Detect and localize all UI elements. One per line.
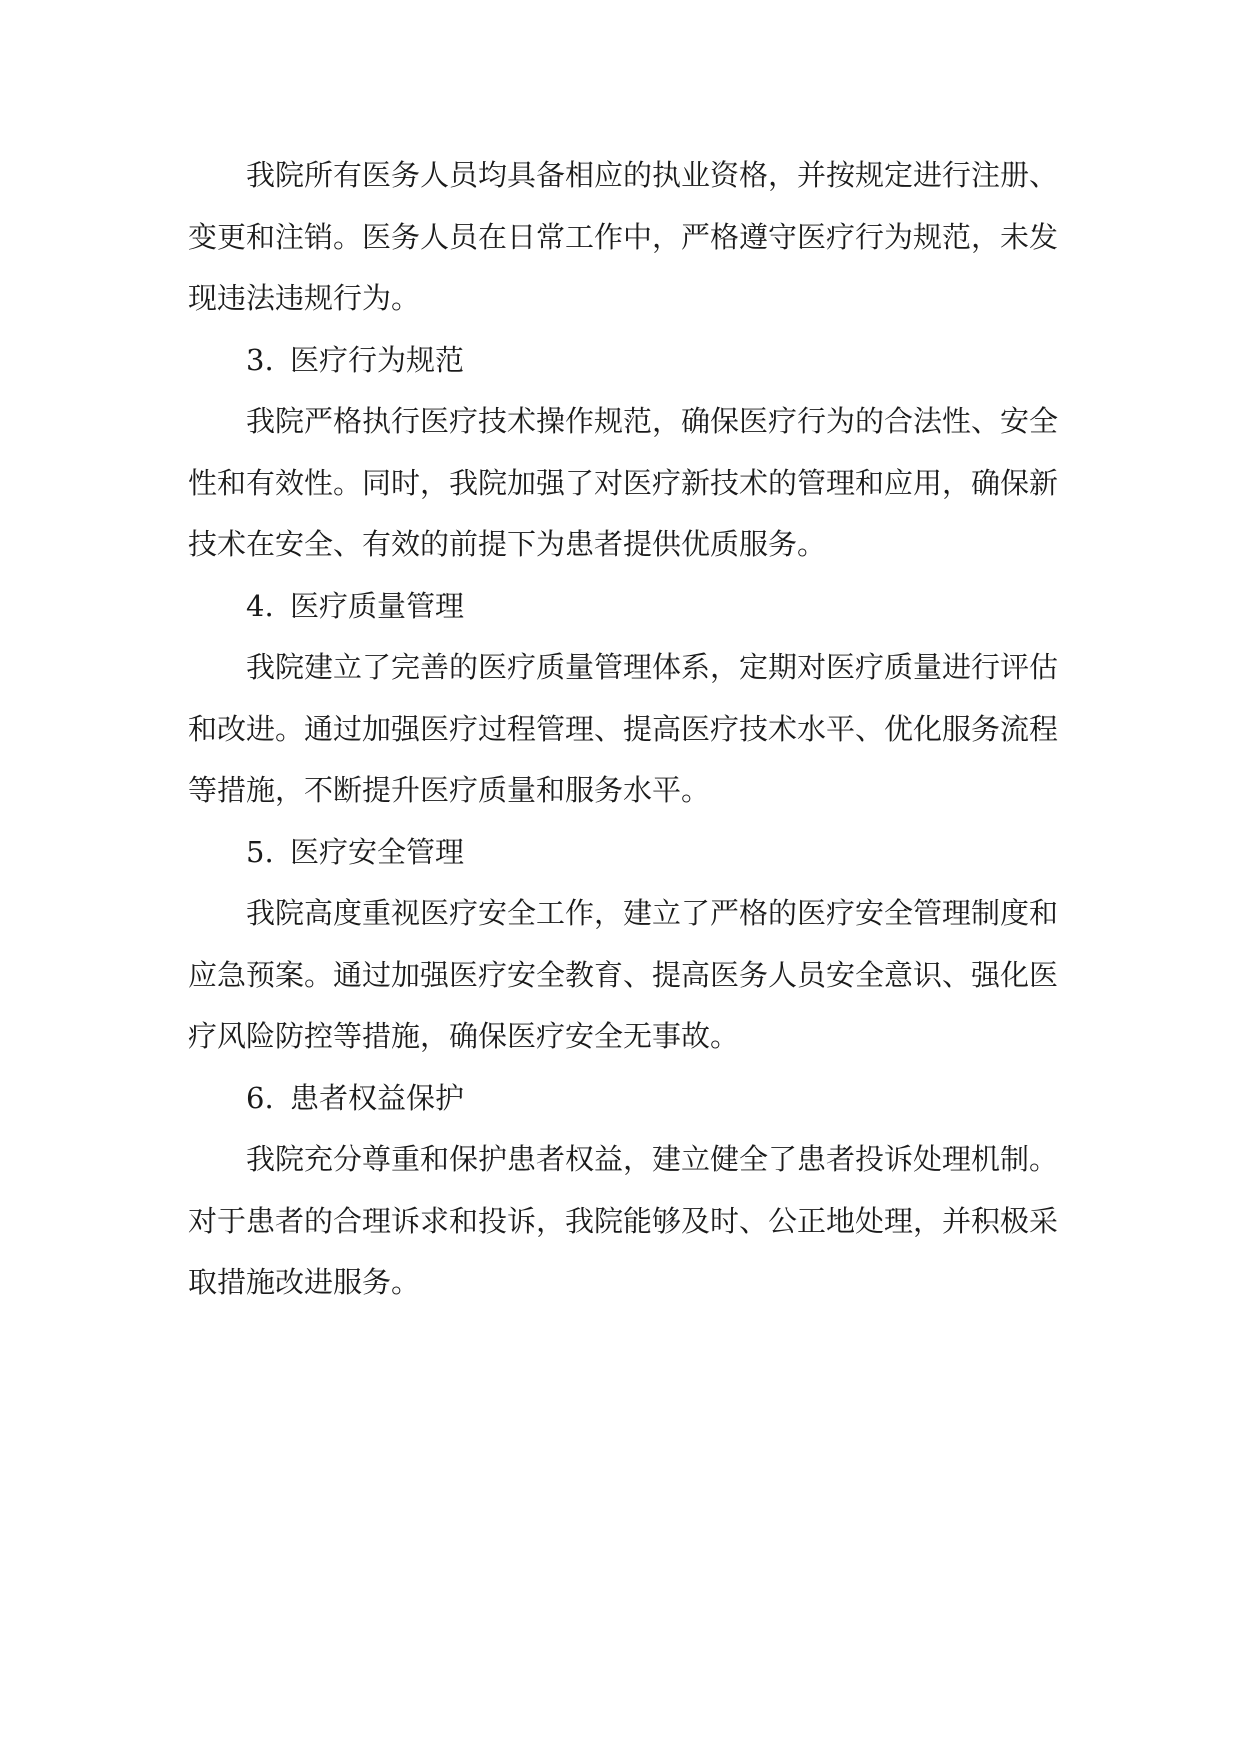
paragraph-medical-conduct: 我院严格执行医疗技术操作规范，确保医疗行为的合法性、安全性和有效性。同时，我院加强了对医疗新技术的管理和应用，确保新技术在安全、有效的前提下为患者提供优质服务。: [188, 404, 1059, 561]
section-heading-3: [188, 330, 1058, 392]
section-heading-5: [188, 822, 1058, 884]
section-heading-6: [188, 1068, 1058, 1130]
document-body: [188, 145, 1058, 1314]
section-number: 3.: [246, 342, 274, 377]
section-title: 医疗质量管理: [290, 588, 465, 623]
section-number: 5.: [246, 834, 274, 869]
paragraph-patient-rights: 我院充分尊重和保护患者权益，建立健全了患者投诉处理机制。对于患者的合理诉求和投诉，我院能够及时、公正地处理，并积极采取措施改进服务。: [188, 1142, 1059, 1299]
section-heading-4: [188, 576, 1058, 638]
section-title: 医疗安全管理: [290, 834, 465, 869]
section-title: 医疗行为规范: [290, 342, 465, 377]
section-number: 4.: [246, 588, 274, 623]
section-number: 6.: [246, 1080, 274, 1115]
paragraph-quality-management: 我院建立了完善的医疗质量管理体系，定期对医疗质量进行评估和改进。通过加强医疗过程管理、提高医疗技术水平、优化服务流程等措施，不断提升医疗质量和服务水平。: [188, 650, 1059, 807]
paragraph-safety-management: 我院高度重视医疗安全工作，建立了严格的医疗安全管理制度和应急预案。通过加强医疗安全教育、提高医务人员安全意识、强化医疗风险防控等措施，确保医疗安全无事故。: [188, 896, 1059, 1053]
section-title: 患者权益保护: [290, 1080, 465, 1115]
paragraph-staff-qualification: 我院所有医务人员均具备相应的执业资格，并按规定进行注册、变更和注销。医务人员在日常工作中，严格遵守医疗行为规范，未发现违法违规行为。: [188, 158, 1059, 315]
